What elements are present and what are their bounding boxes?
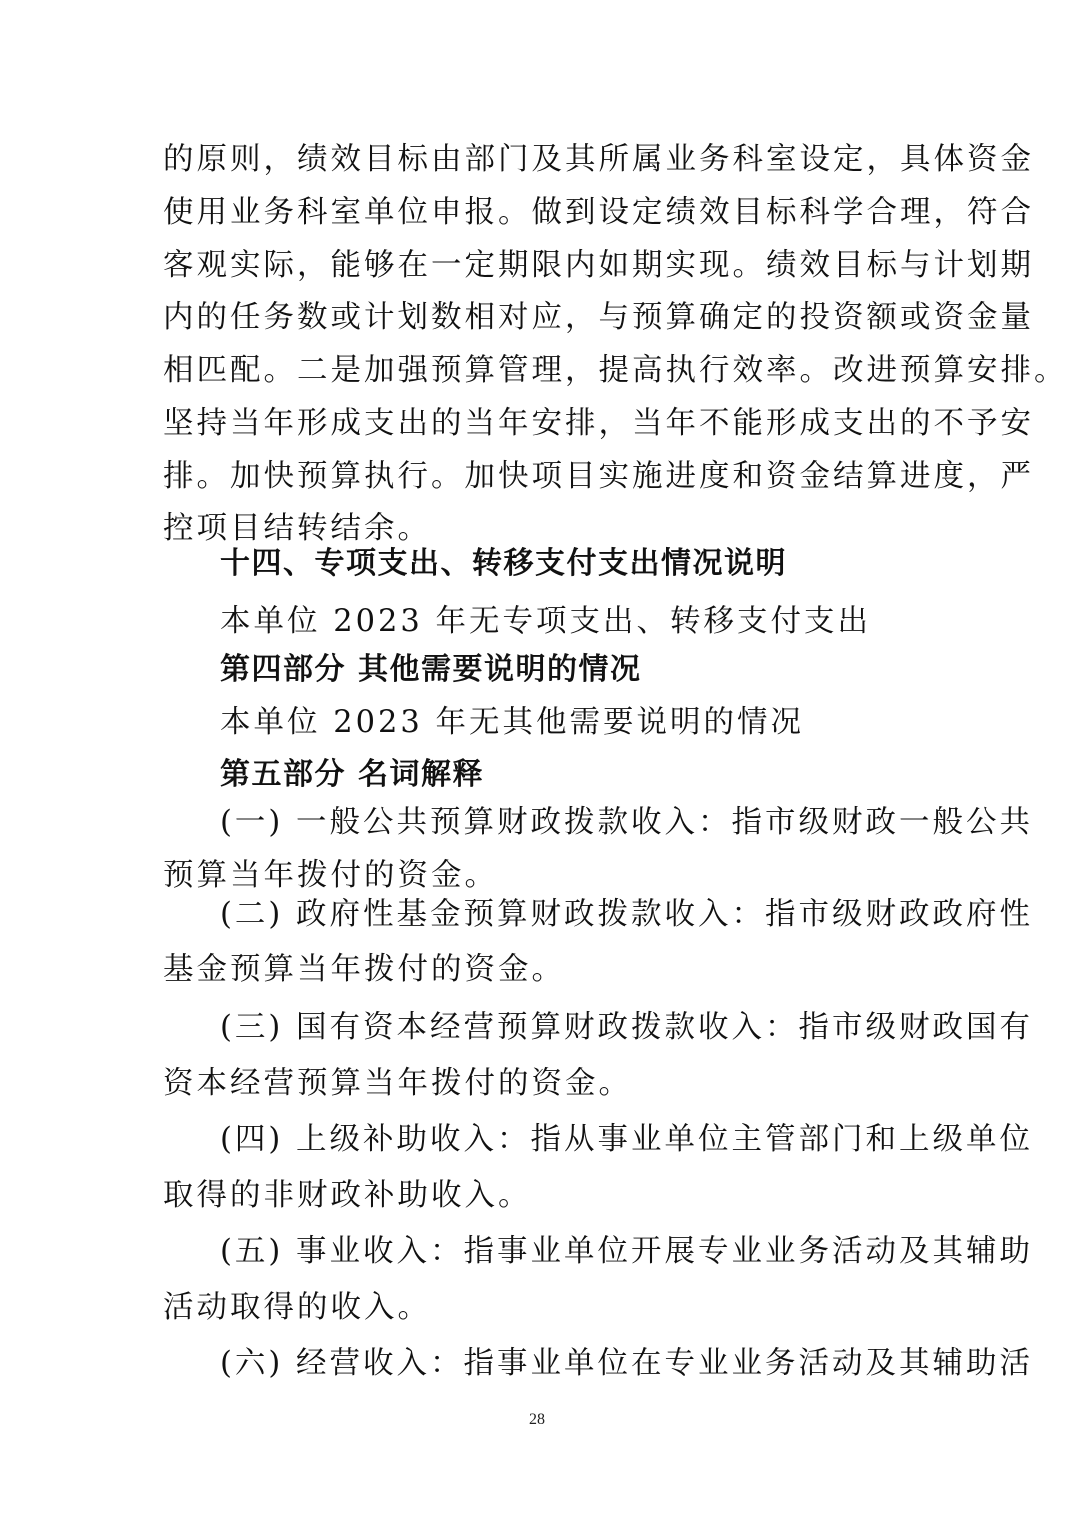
definition-line: 资本经营预算当年拨付的资金。 xyxy=(163,1066,632,1101)
definition-line: 基金预算当年拨付的资金。 xyxy=(163,952,565,987)
part-four-heading: 第四部分 其他需要说明的情况 xyxy=(220,652,642,687)
definition-line: 活动取得的收入。 xyxy=(163,1290,431,1325)
definition-line: 取得的非财政补助收入。 xyxy=(163,1178,532,1213)
definition-line: (二) 政府性基金预算财政拨款收入：指市级财政政府性 xyxy=(220,897,1033,932)
section-heading-14: 十四、专项支出、转移支付支出情况说明 xyxy=(220,546,787,581)
paragraph-line: 本单位 2023 年无其他需要说明的情况 xyxy=(220,705,805,740)
paragraph-line: 使用业务科室单位申报。做到设定绩效目标科学合理，符合 xyxy=(163,195,1034,230)
paragraph-line: 排。加快预算执行。加快项目实施进度和资金结算进度，严 xyxy=(163,459,1034,494)
definition-line: (五) 事业收入：指事业单位开展专业业务活动及其辅助 xyxy=(220,1234,1033,1269)
paragraph-line: 内的任务数或计划数相对应，与预算确定的投资额或资金量 xyxy=(163,300,1034,335)
definition-line: (一) 一般公共预算财政拨款收入：指市级财政一般公共 xyxy=(220,805,1033,840)
page-number: 28 xyxy=(529,1411,545,1428)
definition-line: (六) 经营收入：指事业单位在专业业务活动及其辅助活 xyxy=(220,1346,1033,1381)
part-five-heading: 第五部分 名词解释 xyxy=(220,757,484,792)
paragraph-line: 本单位 2023 年无专项支出、转移支付支出 xyxy=(220,604,872,639)
definition-line: (四) 上级补助收入：指从事业单位主管部门和上级单位 xyxy=(220,1122,1033,1157)
definition-line: 预算当年拨付的资金。 xyxy=(163,858,498,893)
paragraph-line: 控项目结转结余。 xyxy=(163,511,431,546)
paragraph-line: 客观实际，能够在一定期限内如期实现。绩效目标与计划期 xyxy=(163,248,1034,283)
definition-line: (三) 国有资本经营预算财政拨款收入：指市级财政国有 xyxy=(220,1010,1033,1045)
paragraph-line: 的原则，绩效目标由部门及其所属业务科室设定，具体资金 xyxy=(163,142,1034,177)
paragraph-line: 相匹配。二是加强预算管理，提高执行效率。改进预算安排。 xyxy=(163,353,1068,388)
paragraph-line: 坚持当年形成支出的当年安排，当年不能形成支出的不予安 xyxy=(163,406,1034,441)
